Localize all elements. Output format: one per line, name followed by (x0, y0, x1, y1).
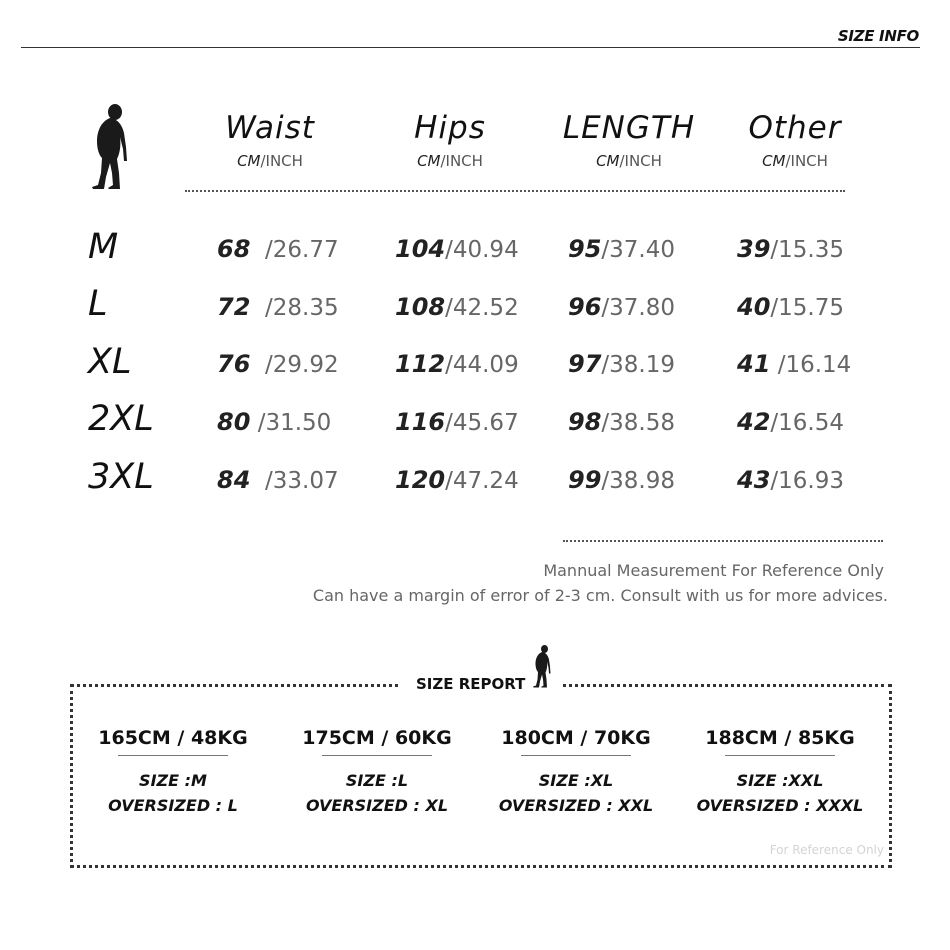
size-report-entry (282, 727, 472, 818)
column-unit: CM/INCH (596, 152, 662, 170)
table-cell: 98/38.58 (568, 408, 676, 436)
size-report-entry (78, 727, 268, 818)
oversized-size: OVERSIZED : XXL (498, 796, 654, 815)
recommended-size: SIZE :XL (538, 771, 614, 790)
table-cell: 40/15.75 (737, 293, 845, 321)
table-cell: 84 /33.07 (217, 466, 339, 494)
row-size-label: L (88, 284, 108, 324)
notes-dotted-divider (563, 540, 883, 542)
header-divider (21, 47, 920, 48)
row-size-label: 3XL (88, 457, 154, 497)
entry-underline (725, 755, 835, 756)
entry-underline (118, 755, 228, 756)
header-dotted-divider (185, 190, 845, 192)
height-weight: 188CM / 85KG (705, 727, 855, 749)
row-size-label: 2XL (88, 399, 154, 439)
note-line-2: Can have a margin of error of 2-3 cm. Consult with us for more advices. (312, 586, 888, 605)
table-cell: 76 /29.92 (217, 350, 339, 378)
table-cell: 112/44.09 (395, 350, 519, 378)
table-cell: 104/40.94 (395, 235, 519, 263)
column-header-waist (190, 110, 350, 170)
column-header-hips (370, 110, 530, 170)
column-header-length (549, 110, 709, 170)
column-header-other (715, 110, 875, 170)
size-report-entry (685, 727, 875, 818)
height-weight: 165CM / 48KG (98, 727, 248, 749)
table-cell: 95/37.40 (568, 235, 676, 263)
oversized-size: OVERSIZED : L (108, 796, 238, 815)
column-unit: CM/INCH (417, 152, 483, 170)
table-cell: 80 /31.50 (217, 408, 332, 436)
table-cell: 72 /28.35 (217, 293, 339, 321)
height-weight: 180CM / 70KG (501, 727, 651, 749)
height-weight: 175CM / 60KG (302, 727, 452, 749)
oversized-size: OVERSIZED : XL (305, 796, 449, 815)
table-cell: 43/16.93 (737, 466, 845, 494)
row-size-label: XL (88, 342, 132, 382)
table-cell: 116/45.67 (395, 408, 519, 436)
column-unit: CM/INCH (237, 152, 303, 170)
column-unit: CM/INCH (762, 152, 828, 170)
table-cell: 120/47.24 (395, 466, 519, 494)
column-name: LENGTH (562, 110, 696, 146)
row-size-label: M (88, 227, 119, 267)
person-silhouette-icon (86, 103, 130, 189)
person-silhouette-icon (530, 642, 552, 690)
recommended-size: SIZE :XXL (736, 771, 824, 790)
reference-footnote: For Reference Only (769, 843, 884, 857)
table-cell: 99/38.98 (568, 466, 676, 494)
entry-underline (322, 755, 432, 756)
column-name: Other (748, 110, 842, 146)
column-name: Waist (225, 110, 315, 146)
table-cell: 68 /26.77 (217, 235, 339, 263)
oversized-size: OVERSIZED : XXXL (696, 796, 864, 815)
size-report-entry (481, 727, 671, 818)
recommended-size: SIZE :L (345, 771, 409, 790)
note-line-1: Mannual Measurement For Reference Only (543, 561, 884, 580)
table-cell: 96/37.80 (568, 293, 676, 321)
entry-underline (521, 755, 631, 756)
table-cell: 42/16.54 (737, 408, 845, 436)
column-name: Hips (414, 110, 486, 146)
page-title: SIZE INFO (837, 27, 919, 45)
size-report-title: SIZE REPORT (416, 675, 526, 693)
table-cell: 41 /16.14 (737, 350, 852, 378)
table-cell: 108/42.52 (395, 293, 519, 321)
recommended-size: SIZE :M (139, 771, 207, 790)
table-cell: 39/15.35 (737, 235, 845, 263)
table-cell: 97/38.19 (568, 350, 676, 378)
